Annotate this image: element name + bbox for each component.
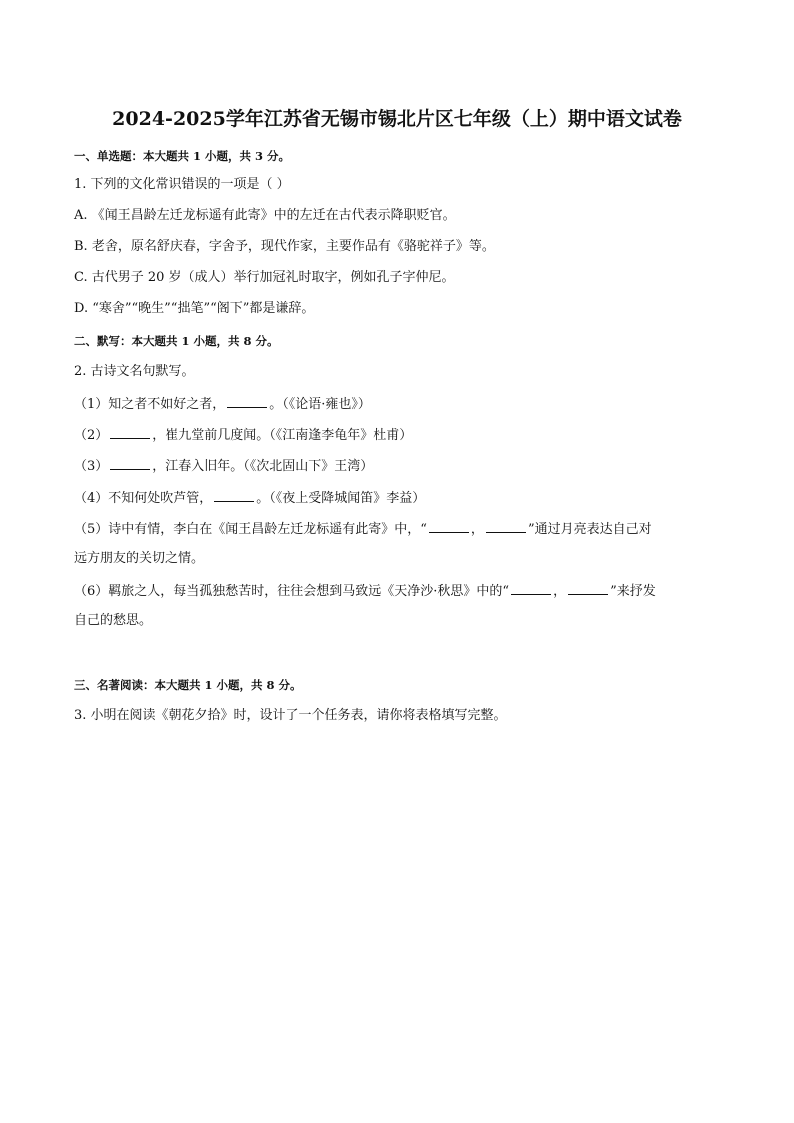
answer-blank[interactable]: [568, 582, 608, 595]
answer-blank[interactable]: [214, 489, 254, 502]
dictation-item-5-text-c: ”通过月亮表达自己对: [527, 522, 652, 537]
dictation-item-2-text-a: （2）: [74, 428, 109, 443]
dictation-item-3: [74, 457, 373, 475]
dictation-item-5-line-2: 远方朋友的关切之情。: [74, 551, 205, 566]
dictation-item-6-line-1: [74, 582, 656, 600]
dictation-item-4: [74, 489, 425, 507]
question-1-option-b: B. 老舍，原名舒庆春，字舍予，现代作家，主要作品有《骆驼祥子》等。: [74, 239, 495, 254]
section-heading-single-choice: 一、单选题：本大题共 1 小题，共 3 分。: [74, 149, 291, 163]
dictation-item-6-text-a: （6）羁旅之人，每当孤独愁苦时，往往会想到马致远《天净沙·秋思》中的“: [74, 584, 510, 599]
dictation-item-5-text-b: ，: [470, 522, 484, 537]
question-3-stem: 3. 小明在阅读《朝花夕拾》时，设计了一个任务表，请你将表格填写完整。: [74, 708, 507, 723]
section-heading-classic-reading: 三、名著阅读：本大题共 1 小题，共 8 分。: [74, 678, 302, 692]
dictation-item-6-text-b: ，: [553, 584, 567, 599]
dictation-item-6-text-c: ”来抒发: [610, 584, 656, 599]
dictation-item-1: [74, 395, 371, 413]
dictation-item-4-text-a: （4）不知何处吹芦管，: [74, 491, 213, 506]
section-heading-dictation: 二、默写：本大题共 1 小题，共 8 分。: [74, 334, 279, 348]
answer-blank[interactable]: [429, 520, 469, 533]
answer-blank[interactable]: [110, 426, 150, 439]
question-1-stem: 1. 下列的文化常识错误的一项是（ ）: [74, 177, 290, 192]
dictation-item-2-text-b: ，崔九堂前几度闻。（《江南逢李龟年》杜甫）: [152, 428, 413, 443]
dictation-item-3-text-a: （3）: [74, 459, 109, 474]
dictation-item-5-text-a: （5）诗中有情，李白在《闻王昌龄左迁龙标遥有此寄》中，“: [74, 522, 427, 537]
question-2-stem: 2. 古诗文名句默写。: [74, 364, 195, 379]
dictation-item-5-line-1: [74, 520, 652, 538]
dictation-item-3-text-b: ，江春入旧年。（《次北固山下》王湾）: [152, 459, 374, 474]
question-1-option-a: A. 《闻王昌龄左迁龙标遥有此寄》中的左迁在古代表示降职贬官。: [74, 208, 456, 223]
answer-blank[interactable]: [110, 457, 150, 470]
question-1-option-d: D. “寒舍”“晚生”“拙笔”“阁下”都是谦辞。: [74, 301, 315, 316]
dictation-item-2: [74, 426, 412, 444]
answer-blank[interactable]: [486, 520, 526, 533]
answer-blank[interactable]: [227, 395, 267, 408]
exam-title: 2024-2025学年江苏省无锡市锡北片区七年级（上）期中语文试卷: [112, 108, 682, 130]
dictation-item-4-text-b: 。（《夜上受降城闻笛》李益）: [256, 491, 426, 506]
answer-blank[interactable]: [511, 582, 551, 595]
dictation-item-1-text-a: （1）知之者不如好之者，: [74, 397, 226, 412]
dictation-item-6-line-2: 自己的愁思。: [74, 613, 153, 628]
dictation-item-1-text-b: 。（《论语·雍也》）: [269, 397, 371, 412]
question-1-option-c: C. 古代男子 20 岁（成人）举行加冠礼时取字，例如孔子字仲尼。: [74, 270, 455, 285]
